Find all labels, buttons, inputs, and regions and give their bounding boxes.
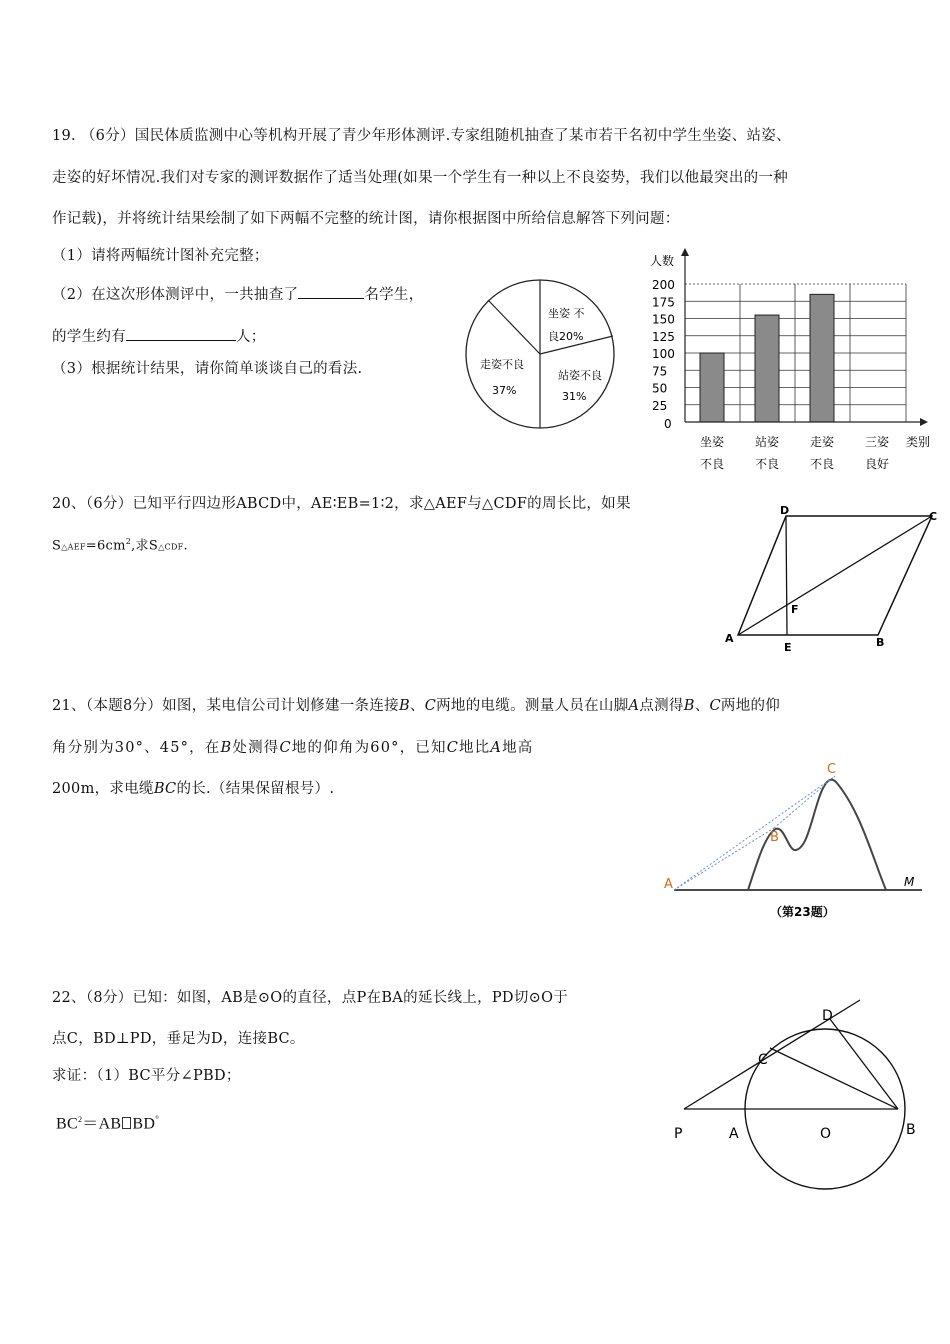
eq-bc: BC xyxy=(56,1115,78,1133)
bar-y-tick-label: 0 xyxy=(664,417,672,431)
bar-chart xyxy=(630,248,940,478)
segment-bd xyxy=(830,1019,898,1109)
point-label-c: C xyxy=(929,510,938,523)
pie-label-stand-2: 31% xyxy=(562,390,587,403)
bar-y-tick-label: 25 xyxy=(652,398,668,413)
q20-s1-mid: =6cm xyxy=(85,538,126,554)
q21-a-1: A xyxy=(628,698,640,714)
q21-text-3a: 200m，求电缆 xyxy=(52,781,154,797)
bar-1 xyxy=(700,353,724,422)
q21-c-4: C xyxy=(446,740,459,756)
pie-divider-4 xyxy=(488,300,540,354)
bar-category-label: 良好 xyxy=(865,457,890,471)
bar-y-tick-label: 100 xyxy=(652,347,675,361)
q21-line-2 xyxy=(52,740,533,757)
q22-line-1: 22、（8分）已知：如图，AB是⊙O的直径，点P在BA的延长线上，PD切⊙O于 xyxy=(52,990,569,1006)
answer-blank-estimate[interactable] xyxy=(126,326,236,341)
bar-category-label: 不良 xyxy=(700,457,725,471)
point-label-e: E xyxy=(784,641,792,654)
bar-category-label: 站姿 xyxy=(755,435,780,449)
bar-x-label: 类别 xyxy=(906,435,931,449)
point-label-m: M xyxy=(904,875,915,889)
q22-equation xyxy=(56,1114,159,1134)
q21-text-2a: 角分别为30°、45°，在 xyxy=(52,740,221,756)
parallelogram-figure xyxy=(718,502,948,662)
q20-s1-end: ,求S xyxy=(131,538,159,554)
bar-category-label: 走姿 xyxy=(810,435,835,449)
point-label-b: B xyxy=(876,636,885,649)
point-label-a: A xyxy=(729,1126,739,1142)
bar-x-arrow xyxy=(920,418,928,426)
q21-c-1: C xyxy=(424,698,437,714)
mountain-figure xyxy=(660,756,930,926)
bar-category-label: 不良 xyxy=(810,457,835,471)
point-label-d: D xyxy=(780,504,790,517)
point-label-c: C xyxy=(827,762,837,777)
point-label-p: P xyxy=(674,1126,683,1142)
circle-figure xyxy=(660,990,940,1190)
line-bc xyxy=(774,776,835,828)
q19-part-2-cont xyxy=(52,326,266,346)
bar-y-tick-label: 75 xyxy=(652,364,668,379)
q20-line-1: 20、（6分）已知平行四边形ABCD中，AE∶EB=1∶2，求△AEF与△CDF的周长比，如果 xyxy=(52,496,631,512)
q19-line-3: 作记载)，并将统计结果绘制了如下两幅不完整的统计图，请你根据图中所给信息解答下列问题： xyxy=(52,211,680,227)
q20-s2-sub: △CDF xyxy=(158,542,184,552)
bar-y-tick-label: 150 xyxy=(652,312,675,327)
bar-y-tick-label: 175 xyxy=(652,295,675,310)
eq-sup: 2 xyxy=(77,1115,83,1124)
bar-3 xyxy=(810,294,834,422)
diagonal-ac xyxy=(738,516,932,635)
q21-b-1: B xyxy=(398,698,410,714)
point-label-a: A xyxy=(664,877,673,892)
pie-label-walk-1: 走姿不良 xyxy=(480,358,524,371)
q20-line-2 xyxy=(52,537,188,554)
pie-label-sit-1: 坐姿 不 xyxy=(548,307,585,320)
q20-s1-sup: 2 xyxy=(125,537,132,546)
bar-category-label: 不良 xyxy=(755,457,780,471)
bar-y-tick-label: 125 xyxy=(652,329,675,344)
q19-part-2-text-a: （2）在这次形体测评中，一共抽查了 xyxy=(52,287,299,303)
q21-text-2e: 地高 xyxy=(502,740,534,756)
q21-bc: BC xyxy=(153,781,177,797)
answer-blank-total[interactable] xyxy=(298,284,364,299)
q19-part-2-text-d: 人； xyxy=(236,329,266,345)
q21-text-1a: 21、（本题8分）如图，某电信公司计划修建一条连接 xyxy=(52,698,399,714)
tangent-pd xyxy=(684,1000,860,1109)
eq-ab: ＝AB xyxy=(82,1115,122,1133)
pie-chart xyxy=(462,276,622,436)
bar-category-label: 坐姿 xyxy=(700,435,725,449)
q21-text-3b: 的长.（结果保留根号）. xyxy=(176,781,335,797)
point-label-d: D xyxy=(822,1008,833,1024)
q21-c-2: C xyxy=(709,698,721,714)
q21-sep-1: 、 xyxy=(409,698,425,714)
eq-dot-box xyxy=(122,1117,131,1129)
bar-y-arrow xyxy=(681,248,689,256)
segment-de xyxy=(786,516,787,635)
q21-a-2: A xyxy=(490,740,503,756)
q19-part-2-text-c: 的学生约有 xyxy=(52,329,126,345)
point-label-f: F xyxy=(791,603,799,616)
q19-line-1: 19. （6分）国民体质监测中心等机构开展了青少年形体测评.专家组随机抽查了某市若干名初中学生坐姿、站姿、 xyxy=(52,128,791,144)
q19-line-2: 走姿的好坏情况.我们对专家的测评数据作了适当处理(如果一个学生有一种以上不良姿势，我们以他最突出的一种 xyxy=(52,170,789,186)
q21-text-2b: 处测得 xyxy=(232,740,280,756)
point-label-a: A xyxy=(725,632,734,645)
q21-b-3: B xyxy=(220,740,233,756)
q19-part-3: （3）根据统计结果，请你简单谈谈自己的看法. xyxy=(52,361,363,377)
bar-y-tick-label: 50 xyxy=(652,381,668,396)
q21-c-3: C xyxy=(279,740,292,756)
pie-label-walk-2: 37% xyxy=(492,384,517,397)
bar-y-tick-label: 200 xyxy=(652,278,675,292)
q19-part-2 xyxy=(52,284,424,304)
eq-end: ° xyxy=(155,1114,160,1124)
point-label-o: O xyxy=(820,1126,832,1142)
q21-text-2c: 地的仰角为60°，已知 xyxy=(291,740,447,756)
bar-2 xyxy=(755,315,779,422)
mountain-profile xyxy=(748,780,886,890)
bar-category-label: 三姿 xyxy=(865,435,890,449)
q21-sep-2: 、 xyxy=(694,698,710,714)
point-label-b: B xyxy=(770,830,779,845)
figure-caption: （第23题） xyxy=(770,905,835,919)
bar-y-label: 人数 xyxy=(650,254,675,268)
pie-label-sit-2: 良20% xyxy=(548,330,584,343)
q21-text-1d: 两地的仰 xyxy=(720,698,781,714)
q21-text-1b: 两地的电缆。测量人员在山脚 xyxy=(436,698,629,714)
q21-text-2d: 地比 xyxy=(458,740,491,756)
point-label-b: B xyxy=(906,1122,916,1138)
pie-label-stand-1: 站姿不良 xyxy=(558,369,602,382)
q21-text-1c: 点测得 xyxy=(639,698,684,714)
point-label-c: C xyxy=(758,1052,768,1068)
q20-s1-sub: △AEF xyxy=(61,542,86,552)
q21-line-1 xyxy=(52,698,780,715)
q20-s1: S xyxy=(52,538,62,554)
q21-line-3 xyxy=(52,781,334,798)
segment-bc xyxy=(770,1048,898,1109)
q19-part-1: （1）请将两幅统计图补充完整； xyxy=(52,248,269,264)
q19-part-2-text-b: 名学生， xyxy=(364,287,424,303)
q22-line-3: 求证：（1）BC平分∠PBD； xyxy=(52,1068,241,1084)
q21-b-2: B xyxy=(683,698,695,714)
q22-line-2: 点C，BD⊥PD，垂足为D，连接BC。 xyxy=(52,1031,305,1047)
q20-s2-end: . xyxy=(183,538,188,554)
eq-bd: BD xyxy=(132,1115,156,1133)
